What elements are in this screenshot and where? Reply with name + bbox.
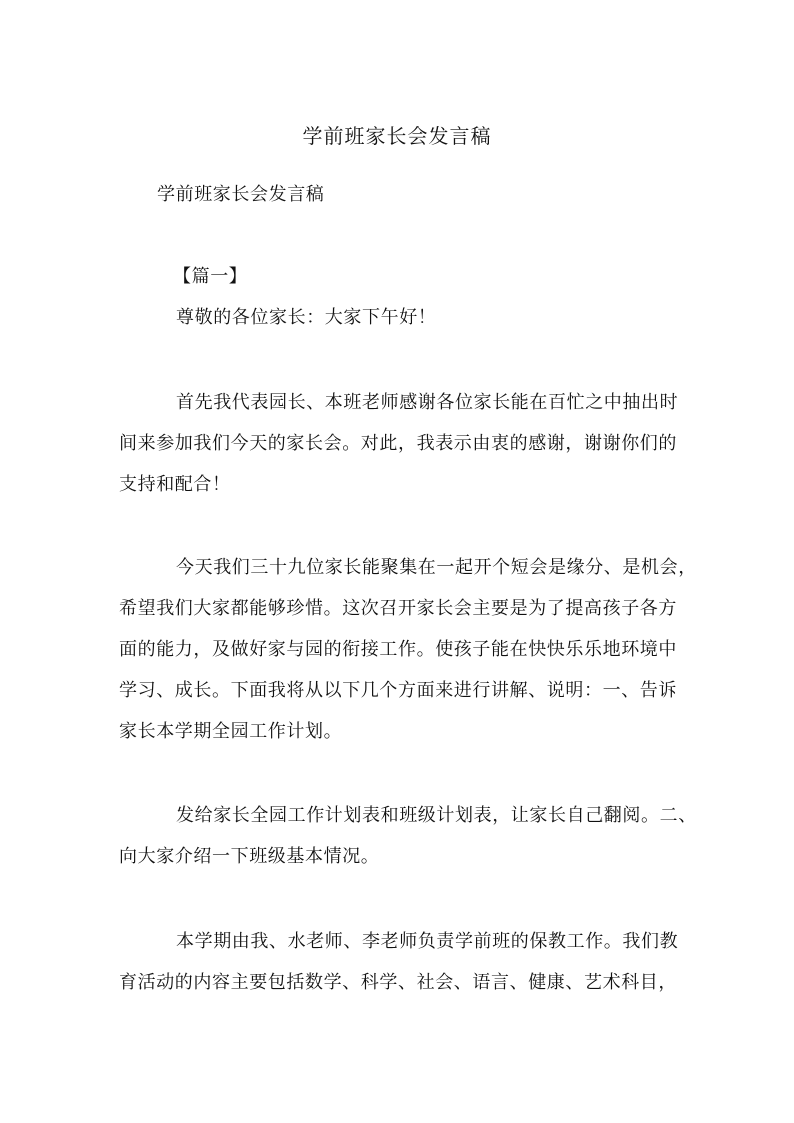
paragraph-line: 发给家长全园工作计划表和班级计划表，让家长自己翻阅。二、 — [176, 805, 697, 826]
paragraph-line: 向大家介绍一下班级基本情况。 — [119, 846, 380, 867]
greeting-line: 尊敬的各位家长：大家下午好！ — [176, 307, 437, 328]
paragraph-line: 面的能力，及做好家与园的衔接工作。使孩子能在快快乐乐地环境中 — [119, 639, 677, 660]
paragraph-line: 希望我们大家都能够珍惜。这次召开家长会主要是为了提高孩子各方 — [119, 598, 677, 619]
document-subtitle: 学前班家长会发言稿 — [157, 184, 325, 205]
paragraph-line: 间来参加我们今天的家长会。对此，我表示由衷的感谢，谢谢你们的 — [119, 433, 677, 454]
document-title: 学前班家长会发言稿 — [302, 124, 492, 148]
paragraph-line: 今天我们三十九位家长能聚集在一起开个短会是缘分、是机会， — [176, 557, 697, 578]
paragraph-line: 支持和配合！ — [119, 474, 231, 495]
paragraph-line: 家长本学期全园工作计划。 — [119, 721, 343, 742]
section-label: 【篇一】 — [173, 266, 248, 287]
paragraph-line: 本学期由我、水老师、李老师负责学前班的保教工作。我们教 — [176, 931, 679, 952]
paragraph-line: 首先我代表园长、本班老师感谢各位家长能在百忙之中抽出时 — [176, 392, 679, 413]
paragraph-line: 学习、成长。下面我将从以下几个方面来进行讲解、说明：一、告诉 — [119, 680, 677, 701]
paragraph-line: 育活动的内容主要包括数学、科学、社会、语言、健康、艺术科目， — [119, 972, 677, 993]
